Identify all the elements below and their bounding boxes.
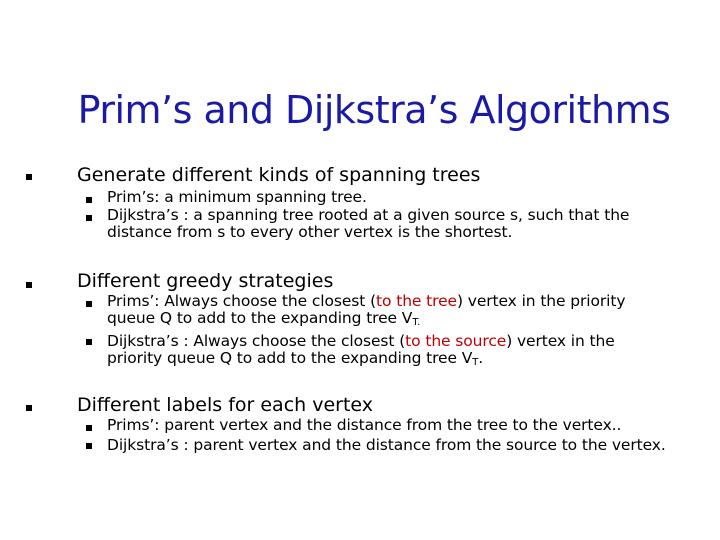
bullet-icon bbox=[86, 301, 92, 307]
bullet-icon bbox=[26, 405, 32, 411]
section-heading: Generate different kinds of spanning trees bbox=[77, 164, 481, 186]
list-item: Dijkstra’s : a spanning tree rooted at a given source s, such that the distance from s to every other vertex is the shortest. bbox=[107, 206, 630, 241]
item-text: ) vertex in the priority queue Q to add to the expanding tree V bbox=[107, 292, 626, 327]
list-item: Prims’: parent vertex and the distance from the tree to the vertex.. bbox=[107, 416, 622, 434]
subscript: T bbox=[472, 357, 479, 368]
bullet-icon bbox=[26, 174, 32, 180]
list-item bbox=[107, 293, 667, 327]
item-text: . bbox=[478, 349, 484, 367]
list-item bbox=[107, 333, 667, 367]
bullet-icon bbox=[26, 282, 32, 288]
item-text: Dijkstra’s : Always choose the closest ( bbox=[107, 332, 406, 350]
list-item: Prim’s: a minimum spanning tree. bbox=[107, 188, 367, 206]
item-text: ) vertex in the priority queue Q to add to the expanding tree V bbox=[107, 332, 615, 367]
subscript: T. bbox=[412, 317, 421, 328]
item-text: Prims’: Always choose the closest ( bbox=[107, 292, 377, 310]
bullet-icon bbox=[86, 197, 92, 203]
section-heading: Different greedy strategies bbox=[77, 270, 334, 292]
slide-title: Prim’s and Dijkstra’s Algorithms bbox=[77, 88, 671, 132]
bullet-icon bbox=[86, 425, 92, 431]
bullet-icon bbox=[86, 215, 92, 221]
highlight-text: to the source bbox=[405, 332, 507, 350]
section-heading: Different labels for each vertex bbox=[77, 394, 374, 416]
bullet-icon bbox=[86, 339, 92, 345]
highlight-text: to the tree bbox=[376, 292, 457, 310]
list-item: Dijkstra’s : parent vertex and the distance from the source to the vertex. bbox=[107, 436, 666, 454]
bullet-icon bbox=[86, 443, 92, 449]
